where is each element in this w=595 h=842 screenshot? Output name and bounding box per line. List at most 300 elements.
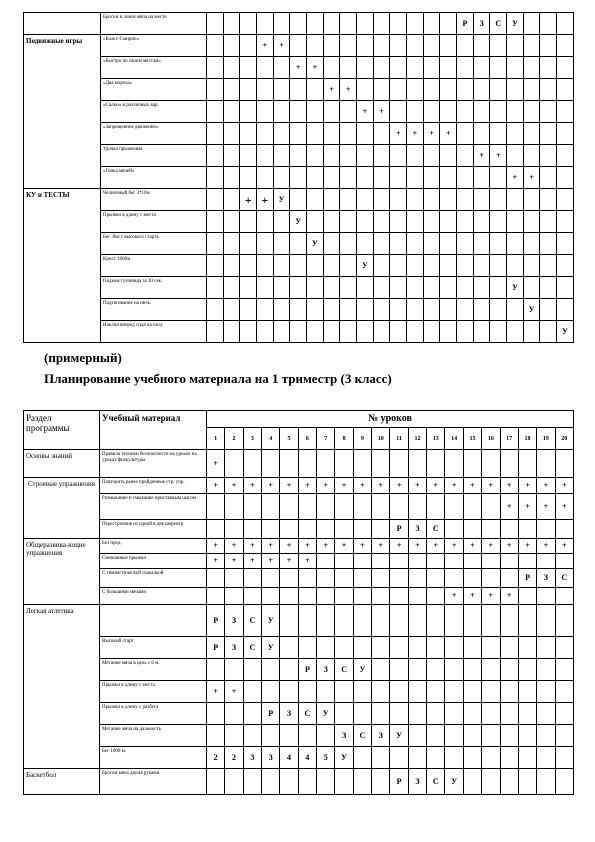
lesson-mark-cell [240, 145, 257, 167]
lesson-mark-cell [500, 769, 518, 795]
lesson-mark-cell [457, 35, 474, 57]
lesson-mark-cell [440, 79, 457, 101]
lesson-mark-cell [390, 35, 407, 57]
lesson-mark-cell: Р [207, 605, 225, 637]
lesson-mark-cell [335, 681, 353, 703]
lesson-mark-cell [427, 725, 445, 747]
lesson-mark-cell [240, 101, 257, 123]
lesson-mark-cell [408, 747, 426, 769]
lesson-mark-cell [290, 233, 307, 255]
lesson-mark-cell [507, 79, 524, 101]
lesson-mark-cell [445, 725, 463, 747]
lesson-mark-cell [273, 321, 290, 343]
lesson-mark-cell [423, 211, 440, 233]
lesson-mark-cell [457, 101, 474, 123]
lesson-mark-cell [307, 299, 324, 321]
lesson-mark-cell [445, 605, 463, 637]
lesson-mark-cell [440, 321, 457, 343]
lesson-mark-cell [537, 769, 555, 795]
lesson-mark-cell [427, 588, 445, 605]
lesson-mark-cell [373, 277, 390, 299]
lesson-mark-cell: + [490, 145, 507, 167]
lesson-mark-cell [223, 321, 240, 343]
lesson-mark-cell: + [523, 167, 540, 189]
lesson-mark-cell [317, 637, 335, 659]
lesson-mark-cell: + [555, 539, 574, 554]
lesson-mark-cell [207, 494, 225, 520]
lesson-mark-cell [273, 211, 290, 233]
lesson-mark-cell [257, 79, 274, 101]
lesson-mark-cell: + [518, 539, 536, 554]
lesson-mark-cell [423, 255, 440, 277]
lesson-mark-cell [207, 57, 224, 79]
lesson-mark-cell [482, 659, 500, 681]
lesson-mark-cell [408, 494, 426, 520]
section-header: Раздел программы [24, 411, 100, 450]
lesson-mark-cell: + [518, 478, 536, 494]
lesson-mark-cell: З [335, 725, 353, 747]
lesson-mark-cell [357, 189, 374, 211]
lesson-mark-cell [317, 605, 335, 637]
lesson-mark-cell [427, 605, 445, 637]
material-cell: Без пред. [100, 539, 207, 554]
table-row [24, 725, 574, 747]
lesson-mark-cell [540, 299, 557, 321]
lesson-mark-cell: + [423, 123, 440, 145]
lesson-mark-cell [408, 554, 426, 569]
lesson-mark-cell [340, 101, 357, 123]
top-table-row [24, 57, 574, 79]
lesson-mark-cell [207, 588, 225, 605]
lesson-mark-cell [557, 79, 574, 101]
lesson-mark-cell: + [507, 167, 524, 189]
lesson-mark-cell [223, 255, 240, 277]
lesson-mark-cell [357, 57, 374, 79]
lesson-mark-cell [243, 681, 261, 703]
lesson-mark-cell [540, 57, 557, 79]
lesson-mark-cell [273, 145, 290, 167]
lesson-mark-cell [373, 299, 390, 321]
material-header: Учебный материал [100, 411, 207, 450]
lesson-mark-cell [373, 13, 390, 35]
lesson-mark-cell: + [500, 494, 518, 520]
lesson-mark-cell: + [273, 35, 290, 57]
lesson-mark-cell: У [307, 233, 324, 255]
lesson-mark-cell [225, 659, 243, 681]
lesson-mark-cell [457, 255, 474, 277]
lesson-mark-cell [463, 725, 481, 747]
lesson-mark-cell [262, 450, 280, 478]
lesson-mark-cell [262, 569, 280, 588]
lesson-mark-cell [243, 520, 261, 539]
lesson-mark-cell: Р [390, 520, 408, 539]
lesson-mark-cell [223, 233, 240, 255]
lesson-mark-cell [390, 13, 407, 35]
lesson-mark-cell [445, 554, 463, 569]
lesson-mark-cell [500, 637, 518, 659]
lesson-mark-cell [518, 605, 536, 637]
top-table-row [24, 35, 574, 57]
lesson-mark-cell: С [353, 725, 371, 747]
lesson-mark-cell [373, 57, 390, 79]
lesson-mark-cell [482, 605, 500, 637]
lesson-mark-cell [523, 13, 540, 35]
lesson-mark-cell: У [317, 703, 335, 725]
lesson-mark-cell [490, 79, 507, 101]
lesson-mark-cell: + [207, 450, 225, 478]
lesson-mark-cell [335, 588, 353, 605]
lesson-mark-cell [457, 145, 474, 167]
lesson-mark-cell [280, 659, 298, 681]
lesson-mark-cell: З [473, 13, 490, 35]
lesson-mark-cell [490, 57, 507, 79]
lesson-mark-cell [555, 554, 574, 569]
lesson-mark-cell [353, 450, 371, 478]
lesson-mark-cell [280, 725, 298, 747]
material-cell: Прыжки в длину с места [100, 681, 207, 703]
lesson-mark-cell [473, 233, 490, 255]
lesson-mark-cell [257, 123, 274, 145]
lesson-mark-cell [537, 637, 555, 659]
lesson-mark-cell [440, 211, 457, 233]
lesson-mark-cell [523, 101, 540, 123]
lesson-mark-cell [240, 35, 257, 57]
section-cell: Общеразвива-ющие упражнения [24, 539, 100, 605]
lesson-mark-cell [463, 554, 481, 569]
lesson-mark-cell [335, 520, 353, 539]
lesson-mark-cell [523, 321, 540, 343]
lesson-mark-cell [523, 255, 540, 277]
lesson-mark-cell: З [280, 703, 298, 725]
lesson-mark-cell [223, 35, 240, 57]
lesson-mark-cell [557, 13, 574, 35]
lesson-mark-cell [273, 123, 290, 145]
lesson-mark-cell [323, 189, 340, 211]
lesson-mark-cell: + [427, 539, 445, 554]
lesson-mark-cell: + [537, 478, 555, 494]
lesson-mark-cell [290, 321, 307, 343]
lesson-mark-cell [423, 277, 440, 299]
lesson-mark-cell [317, 520, 335, 539]
lesson-mark-cell [372, 588, 390, 605]
lesson-mark-cell [207, 520, 225, 539]
lesson-mark-cell [340, 145, 357, 167]
lesson-number: 17 [500, 428, 518, 450]
lesson-mark-cell [372, 605, 390, 637]
table-row [24, 681, 574, 703]
lesson-mark-cell [353, 747, 371, 769]
lesson-mark-cell [490, 101, 507, 123]
lesson-mark-cell [335, 554, 353, 569]
lesson-mark-cell: У [273, 189, 290, 211]
lesson-mark-cell [225, 769, 243, 795]
lesson-mark-cell [445, 520, 463, 539]
lesson-mark-cell [408, 588, 426, 605]
material-cell: Броски и ловля мяча на месте [101, 13, 207, 35]
lesson-mark-cell [390, 79, 407, 101]
lesson-mark-cell [440, 189, 457, 211]
lesson-mark-cell [507, 211, 524, 233]
material-cell: «Два мороза» [101, 79, 207, 101]
lesson-mark-cell [445, 450, 463, 478]
lesson-mark-cell [207, 321, 224, 343]
lesson-mark-cell [490, 277, 507, 299]
lesson-mark-cell: + [262, 554, 280, 569]
plan-title: Планирование учебного материала на 1 триместр (3 класс) [44, 371, 392, 386]
lesson-mark-cell [500, 725, 518, 747]
lesson-number: 14 [445, 428, 463, 450]
lesson-mark-cell [317, 569, 335, 588]
material-cell: Бег 1000 м. [100, 747, 207, 769]
lesson-mark-cell [373, 321, 390, 343]
lesson-mark-cell [340, 35, 357, 57]
material-cell: Прыжки в длину с разбега [100, 703, 207, 725]
lesson-mark-cell: С [427, 769, 445, 795]
lesson-mark-cell [323, 321, 340, 343]
lesson-mark-cell [353, 637, 371, 659]
lesson-number: 7 [317, 428, 335, 450]
lesson-mark-cell [407, 13, 424, 35]
lesson-mark-cell [240, 123, 257, 145]
lesson-mark-cell [207, 277, 224, 299]
lesson-mark-cell: Р [518, 569, 536, 588]
lesson-mark-cell [463, 703, 481, 725]
lesson-mark-cell [445, 637, 463, 659]
lesson-number: 12 [408, 428, 426, 450]
lesson-mark-cell: + [307, 57, 324, 79]
lesson-mark-cell: + [473, 145, 490, 167]
lesson-mark-cell [353, 605, 371, 637]
lesson-mark-cell [457, 321, 474, 343]
lesson-mark-cell [257, 233, 274, 255]
table-row [24, 659, 574, 681]
lesson-mark-cell [357, 233, 374, 255]
lesson-mark-cell: + [280, 478, 298, 494]
lesson-mark-cell [457, 299, 474, 321]
lesson-mark-cell [223, 123, 240, 145]
lesson-mark-cell: У [507, 277, 524, 299]
table-row [24, 450, 574, 478]
lesson-mark-cell [307, 101, 324, 123]
lesson-mark-cell: У [262, 605, 280, 637]
section-cell: Основы знаний [24, 450, 100, 478]
lesson-mark-cell: Р [457, 13, 474, 35]
lesson-mark-cell [407, 35, 424, 57]
lesson-mark-cell: + [207, 681, 225, 703]
lesson-mark-cell [298, 681, 316, 703]
lesson-mark-cell [340, 233, 357, 255]
lesson-mark-cell: З [225, 605, 243, 637]
lesson-mark-cell [540, 321, 557, 343]
material-cell: С гимнастической скакалкой [100, 569, 207, 588]
lesson-mark-cell [372, 450, 390, 478]
lesson-mark-cell [537, 703, 555, 725]
lesson-number: 13 [427, 428, 445, 450]
lesson-mark-cell [357, 167, 374, 189]
section-cell: Баскетбол [24, 769, 100, 795]
lesson-mark-cell [223, 145, 240, 167]
lesson-mark-cell [207, 101, 224, 123]
lesson-mark-cell [473, 101, 490, 123]
lesson-mark-cell [357, 123, 374, 145]
lesson-mark-cell [482, 637, 500, 659]
lesson-mark-cell [280, 637, 298, 659]
lesson-mark-cell [207, 13, 224, 35]
lesson-mark-cell [372, 569, 390, 588]
lesson-mark-cell [555, 681, 574, 703]
lesson-mark-cell [482, 703, 500, 725]
lesson-mark-cell [298, 637, 316, 659]
lesson-mark-cell [507, 255, 524, 277]
lesson-mark-cell [317, 681, 335, 703]
lesson-mark-cell [518, 450, 536, 478]
section-cell: Строевые упражнения [24, 478, 100, 539]
lesson-mark-cell [225, 703, 243, 725]
lesson-mark-cell [523, 79, 540, 101]
lesson-mark-cell [557, 277, 574, 299]
lesson-mark-cell [500, 681, 518, 703]
top-table-row [24, 79, 574, 101]
lesson-mark-cell: + [207, 539, 225, 554]
lesson-mark-cell [555, 450, 574, 478]
lesson-mark-cell [257, 167, 274, 189]
table-row [24, 588, 574, 605]
lesson-mark-cell [407, 79, 424, 101]
lesson-mark-cell: З [317, 659, 335, 681]
lesson-mark-cell [463, 569, 481, 588]
lesson-mark-cell [307, 79, 324, 101]
lesson-mark-cell: + [537, 539, 555, 554]
lesson-mark-cell [523, 211, 540, 233]
lesson-number: 5 [280, 428, 298, 450]
lesson-mark-cell [257, 13, 274, 35]
lesson-mark-cell [372, 703, 390, 725]
lesson-mark-cell [240, 13, 257, 35]
material-cell: Смешанные прыжки [100, 554, 207, 569]
top-table-row [24, 211, 574, 233]
lesson-mark-cell [557, 233, 574, 255]
lesson-mark-cell [427, 659, 445, 681]
lesson-mark-cell [537, 659, 555, 681]
lesson-mark-cell [540, 233, 557, 255]
lesson-mark-cell [408, 659, 426, 681]
lesson-mark-cell [473, 211, 490, 233]
lesson-mark-cell [290, 35, 307, 57]
lesson-mark-cell [390, 703, 408, 725]
lesson-mark-cell: + [317, 539, 335, 554]
lesson-mark-cell [500, 554, 518, 569]
material-cell: «Салки» и различных вар. [101, 101, 207, 123]
lesson-mark-cell: + [317, 478, 335, 494]
lesson-mark-cell: З [408, 769, 426, 795]
lesson-mark-cell [408, 569, 426, 588]
lesson-mark-cell [500, 450, 518, 478]
lesson-mark-cell [225, 725, 243, 747]
lesson-mark-cell [307, 145, 324, 167]
lesson-mark-cell [540, 211, 557, 233]
lesson-mark-cell [390, 233, 407, 255]
lesson-mark-cell [372, 554, 390, 569]
lesson-mark-cell [555, 659, 574, 681]
lesson-mark-cell [507, 35, 524, 57]
lesson-number: 15 [463, 428, 481, 450]
lesson-mark-cell [373, 189, 390, 211]
top-table-row [24, 189, 574, 211]
lesson-mark-cell [523, 277, 540, 299]
lesson-mark-cell: + [372, 539, 390, 554]
lesson-mark-cell [537, 605, 555, 637]
lesson-mark-cell [335, 703, 353, 725]
lesson-mark-cell [390, 299, 407, 321]
lesson-mark-cell [323, 123, 340, 145]
top-table-row [24, 255, 574, 277]
lesson-mark-cell [518, 703, 536, 725]
material-cell: Повторить ранее пройденные стр. упр. [100, 478, 207, 494]
lesson-mark-cell [207, 189, 224, 211]
lesson-mark-cell [537, 588, 555, 605]
lesson-mark-cell [423, 79, 440, 101]
lesson-number: 10 [372, 428, 390, 450]
lesson-mark-cell [482, 681, 500, 703]
lesson-mark-cell: У [523, 299, 540, 321]
lesson-mark-cell [357, 79, 374, 101]
lesson-number: 19 [537, 428, 555, 450]
lesson-mark-cell [407, 211, 424, 233]
lesson-mark-cell [463, 605, 481, 637]
lesson-mark-cell [408, 450, 426, 478]
lesson-mark-cell: 3 [262, 747, 280, 769]
lesson-mark-cell: + [262, 539, 280, 554]
lesson-mark-cell: 2 [225, 747, 243, 769]
lesson-mark-cell: + [372, 478, 390, 494]
lesson-mark-cell [482, 569, 500, 588]
top-table-row [24, 167, 574, 189]
lesson-mark-cell [427, 569, 445, 588]
lesson-mark-cell: + [408, 539, 426, 554]
lesson-mark-cell [257, 255, 274, 277]
lesson-mark-cell: + [335, 478, 353, 494]
lesson-mark-cell: + [463, 588, 481, 605]
lesson-mark-cell [390, 588, 408, 605]
lesson-mark-cell [473, 255, 490, 277]
lesson-mark-cell: + [280, 539, 298, 554]
lesson-mark-cell [518, 637, 536, 659]
lesson-mark-cell [390, 57, 407, 79]
lesson-mark-cell [407, 189, 424, 211]
lesson-mark-cell: + [207, 554, 225, 569]
lesson-mark-cell [223, 101, 240, 123]
lesson-mark-cell [262, 659, 280, 681]
lesson-mark-cell [557, 255, 574, 277]
lesson-mark-cell [482, 725, 500, 747]
lesson-mark-cell [507, 233, 524, 255]
lesson-mark-cell [423, 57, 440, 79]
lesson-mark-cell [207, 211, 224, 233]
lesson-mark-cell [323, 101, 340, 123]
lesson-mark-cell [257, 211, 274, 233]
lesson-mark-cell [463, 450, 481, 478]
lesson-mark-cell [423, 13, 440, 35]
lesson-mark-cell: У [335, 747, 353, 769]
lesson-mark-cell [340, 255, 357, 277]
lesson-mark-cell [262, 681, 280, 703]
lesson-mark-cell: + [225, 554, 243, 569]
lesson-mark-cell [540, 255, 557, 277]
lesson-mark-cell [273, 255, 290, 277]
lesson-mark-cell [407, 167, 424, 189]
lesson-mark-cell [390, 450, 408, 478]
lesson-mark-cell [262, 588, 280, 605]
